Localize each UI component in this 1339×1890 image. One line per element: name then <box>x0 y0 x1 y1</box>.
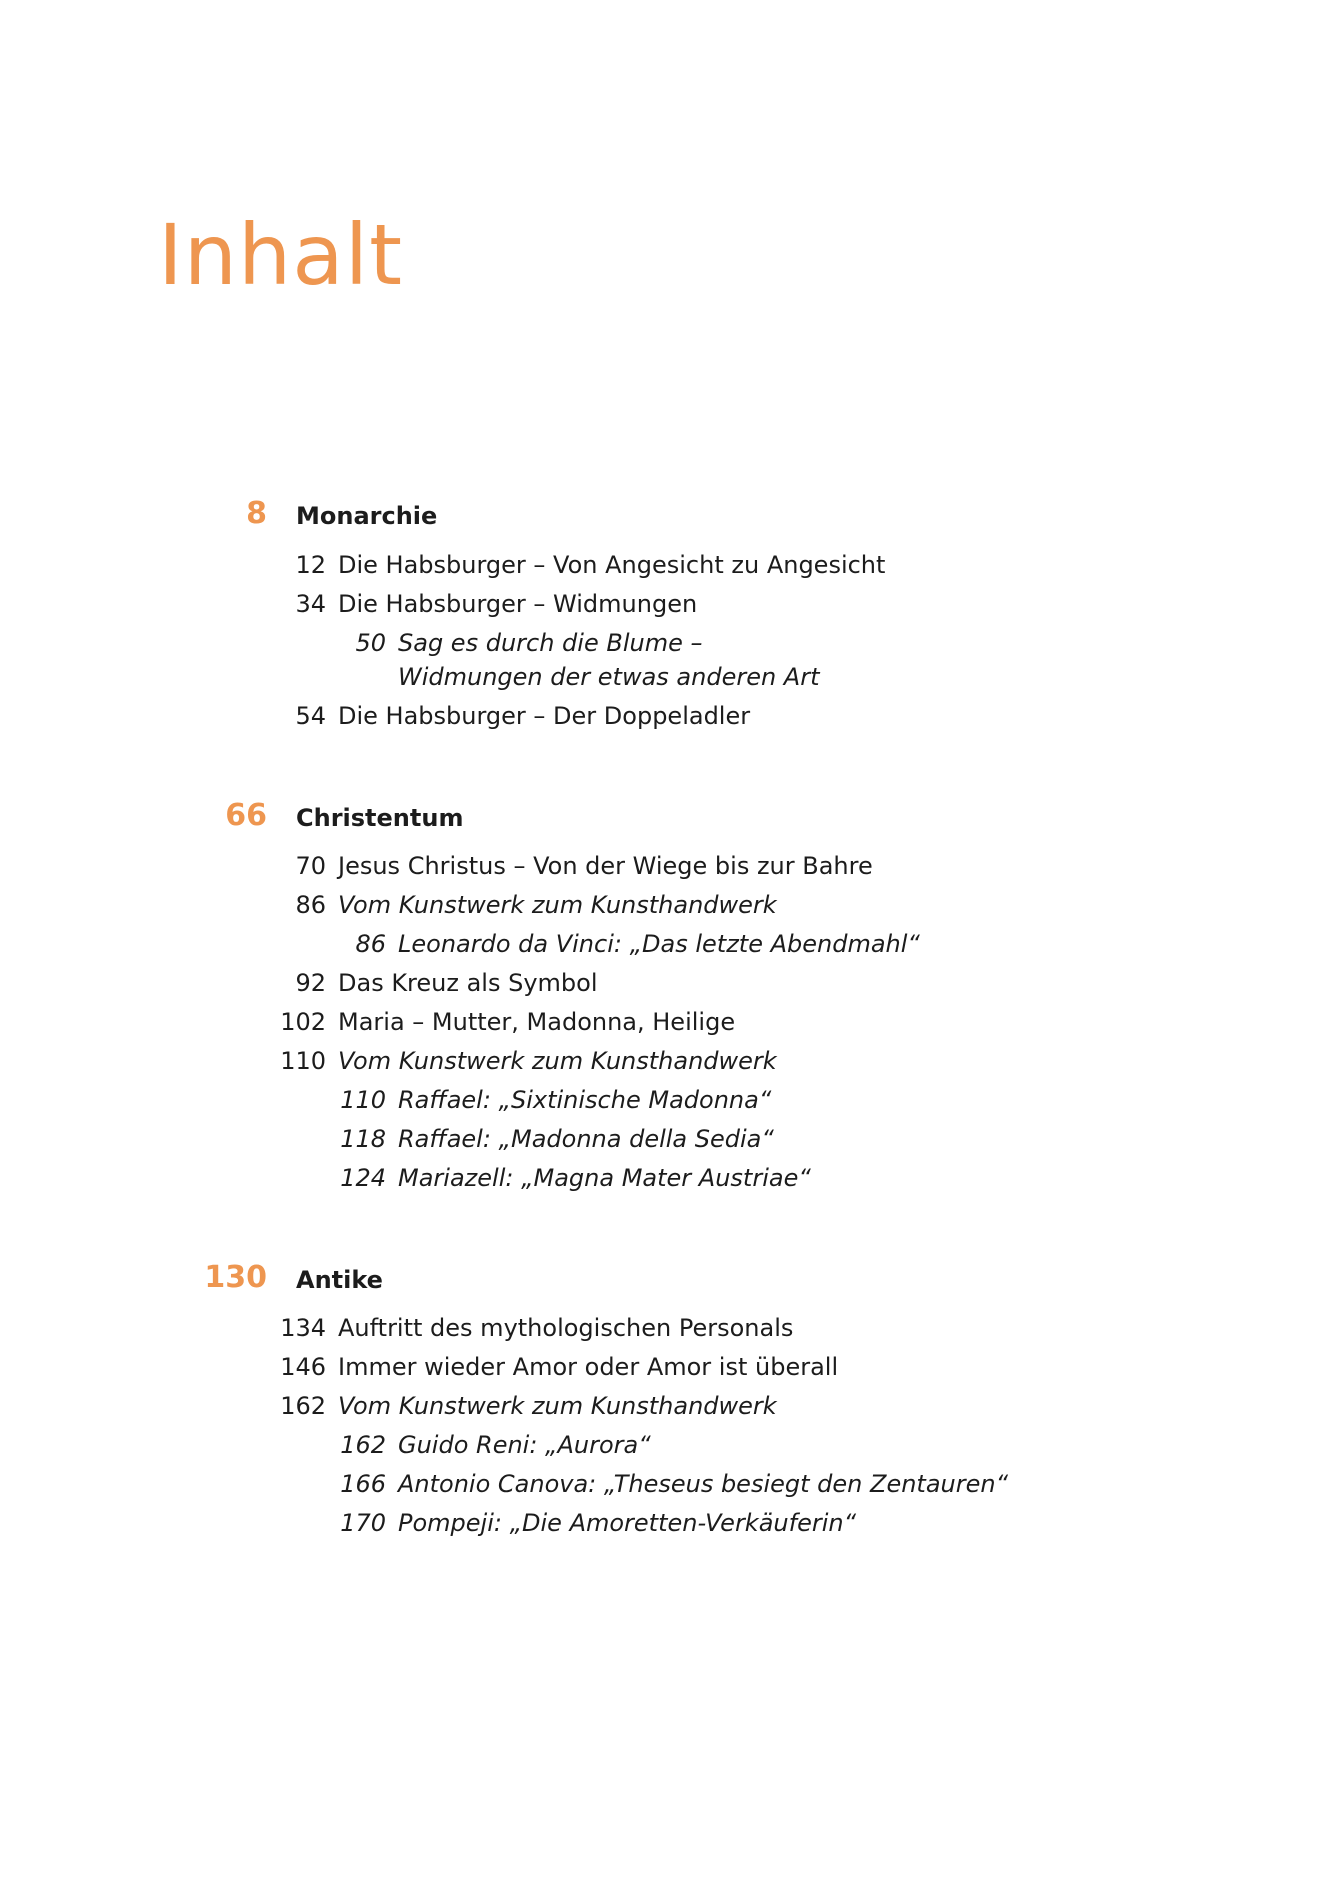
toc-section-antike[interactable] <box>0 1258 1339 1298</box>
entry-title: Raffael: „Sixtinische Madonna“ <box>398 1086 772 1114</box>
section-page-number: 66 <box>225 798 267 833</box>
page-title: Inhalt <box>158 206 403 304</box>
entry-page-number: 166 <box>340 1470 386 1498</box>
entry-title: Sag es durch die Blume – <box>398 629 703 657</box>
section-page-number: 8 <box>246 496 267 531</box>
entry-title: Vom Kunstwerk zum Kunsthandwerk <box>338 1392 777 1420</box>
entry-title: Raffael: „Madonna della Sedia“ <box>398 1125 774 1153</box>
entry-page-number: 124 <box>340 1164 386 1192</box>
entry-page-number: 170 <box>340 1509 386 1537</box>
entry-page-number: 12 <box>295 551 326 579</box>
entry-page-number: 54 <box>295 702 326 730</box>
entry-title: Die Habsburger – Von Angesicht zu Angesicht <box>338 551 886 579</box>
entry-page-number: 70 <box>295 852 326 880</box>
entry-title: Leonardo da Vinci: „Das letzte Abendmahl“ <box>398 930 920 958</box>
entry-title: Die Habsburger – Der Doppeladler <box>338 702 751 730</box>
entry-page-number: 34 <box>295 590 326 618</box>
entry-page-number: 118 <box>340 1125 386 1153</box>
entry-title: Pompeji: „Die Amoretten-Verkäuferin“ <box>398 1509 857 1537</box>
entry-title: Auftritt des mythologischen Personals <box>338 1314 794 1342</box>
entry-title: Guido Reni: „Aurora“ <box>398 1431 651 1459</box>
entry-page-number: 162 <box>340 1431 386 1459</box>
section-title: Antike <box>296 1266 383 1294</box>
entry-title: Immer wieder Amor oder Amor ist überall <box>338 1353 839 1381</box>
entry-title: Das Kreuz als Symbol <box>338 969 598 997</box>
entry-title-line2: Widmungen der etwas anderen Art <box>398 663 820 691</box>
entry-title: Antonio Canova: „Theseus besiegt den Zentauren“ <box>398 1470 1009 1498</box>
entry-title: Jesus Christus – Von der Wiege bis zur Bahre <box>338 852 873 880</box>
entry-page-number: 110 <box>280 1047 326 1075</box>
entry-title: Mariazell: „Magna Mater Austriae“ <box>398 1164 811 1192</box>
toc-section-christentum[interactable] <box>0 796 1339 836</box>
section-page-number: 130 <box>204 1260 267 1295</box>
entry-page-number: 102 <box>280 1008 326 1036</box>
entry-page-number: 146 <box>280 1353 326 1381</box>
section-title: Christentum <box>296 804 464 832</box>
entry-page-number: 110 <box>340 1086 386 1114</box>
entry-title: Vom Kunstwerk zum Kunsthandwerk <box>338 891 777 919</box>
entry-page-number: 162 <box>280 1392 326 1420</box>
entry-page-number: 92 <box>295 969 326 997</box>
section-title: Monarchie <box>296 502 438 530</box>
entry-page-number: 86 <box>295 891 326 919</box>
entry-page-number: 86 <box>355 930 386 958</box>
entry-title: Maria – Mutter, Madonna, Heilige <box>338 1008 736 1036</box>
entry-page-number: 134 <box>280 1314 326 1342</box>
entry-page-number: 50 <box>355 629 386 657</box>
toc-section-monarchie[interactable] <box>0 494 1339 534</box>
entry-title: Vom Kunstwerk zum Kunsthandwerk <box>338 1047 777 1075</box>
entry-title: Die Habsburger – Widmungen <box>338 590 698 618</box>
